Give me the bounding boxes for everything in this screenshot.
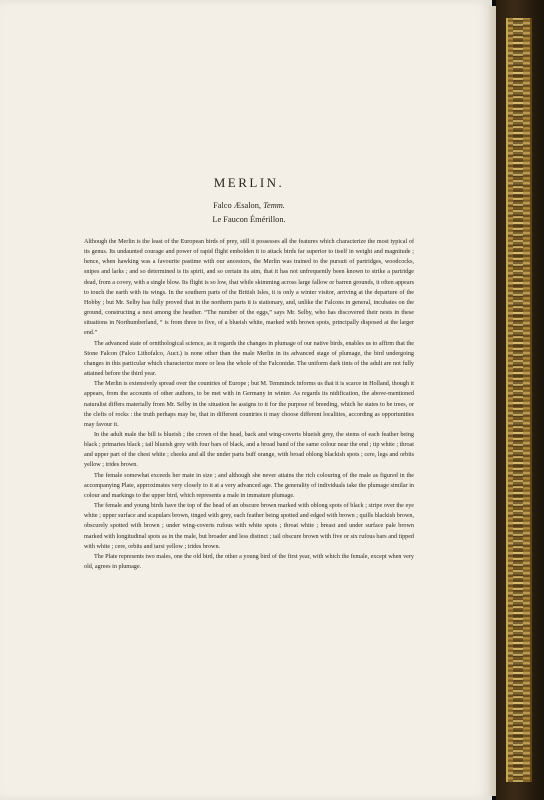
- species-label: Falco Æsalon,: [213, 201, 262, 210]
- species-author: Temm.: [263, 201, 285, 210]
- page-edge: [488, 6, 496, 796]
- page-title: MERLIN.: [213, 175, 285, 190]
- body-paragraph: Although the Merlin is the least of the European birds of prey, still it possesses all the features which characterize the most typical of its genus. Its undaunted courage and power of rapid flight embolden it to attack birds far superior to itself in weight and magnitude ; hence, when hawking was a favourite pastime with our ancestors, the Merlin was trained to the pursuit of partridges, woodcocks, snipes and larks ; and so determined is its spirit, and so certain its aim, that it has not unfrequently been known to strike a partridge dead, from a covey, with a single blow. Its flight is so low, that while skimming across large fallow or barren grounds, it often appears to touch the earth with its wings. In the southern parts of the British Isles, it is only a winter visitor, arriving at the departure of the Hobby ; but Mr. Selby has fully proved that in the northern parts it is stationary, and, unlike the Falcons in general, incubates on the ground, constructing a nest among the heather. “The number of the eggs,” says Mr. Selby, who has discovered their nests in these situations in Northumberland, “ is from three to five, of a blueish white, marked with brown spots, principally disposed at the larger end.”: [84, 239, 414, 337]
- body-paragraph: The advanced state of ornithological science, as it regards the changes in plumage of our native birds, enables us to affirm that the Stone Falcon (Falco Lithofalco, Auct.) is none other than the male Merlin in its advanced stage of plumage, the bird undergoing changes in this particular which characterize more or less the whole of the Falconidæ. The uniform dark tints of the adult are not fully attained before the third year.: [84, 340, 414, 378]
- species-name: [84, 201, 414, 210]
- french-name: Le Faucon Émérillon.: [212, 215, 286, 224]
- body-paragraph: The Plate represents two males, one the old bird, the other a young bird of the first year, with which the female, except when very old, agrees in plumage.: [84, 553, 414, 570]
- body-paragraph: The female somewhat exceeds her mate in size ; and although she never attains the rich colouring of the male as figured in the accompanying Plate, approximates very closely to it at a very advanced age. The generality of individuals take the plumage similar in colour and markings to the upper bird, which represents a male in immature plumage.: [84, 472, 414, 499]
- page-text-block: [84, 175, 414, 572]
- gilt-spine-decoration: [506, 18, 532, 782]
- body-paragraph: The Merlin is extensively spread over the countries of Europe ; but M. Temminck informs us that it is scarce in Holland, though it appears, from the accounts of other authors, to be met with in Germany in winter. As regards its nidification, the above-mentioned naturalist differs materially from Mr. Selby in the situation he assigns to it for the purpose of breeding, which he states to be trees, or the clefts of rocks : the truth perhaps may be, that in different countries it may choose different localities, according as opportunities may favour it.: [84, 381, 414, 428]
- body-paragraph: The female and young birds have the top of the head of an obscure brown marked with oblong spots of black ; stripe over the eye white ; upper surface and scapulars brown, tinged with grey, each feather being spotted and edged with brown ; quills blackish brown, obscurely spotted with brown ; under wing-coverts rufous with white spots ; throat white ; breast and under surface pale brown marked with longitudinal spots as in the male, but broader and less distinct ; tail obscure brown with five or six rufous bars and tipped with white ; cere, orbits and tarsi yellow ; irides brown.: [84, 503, 414, 550]
- body-paragraph: In the adult male the bill is blueish ; the crown of the head, back and wing-coverts blueish grey, the stems of each feather being black ; primaries black ; tail blueish grey with four bars of black, and a broad band of the same colour near the end ; tip white ; throat and upper part of the chest white ; cheeks and all the under parts buff orange, with broad oblong blackish spots ; cere, legs and orbits yellow ; irides brown.: [84, 431, 414, 469]
